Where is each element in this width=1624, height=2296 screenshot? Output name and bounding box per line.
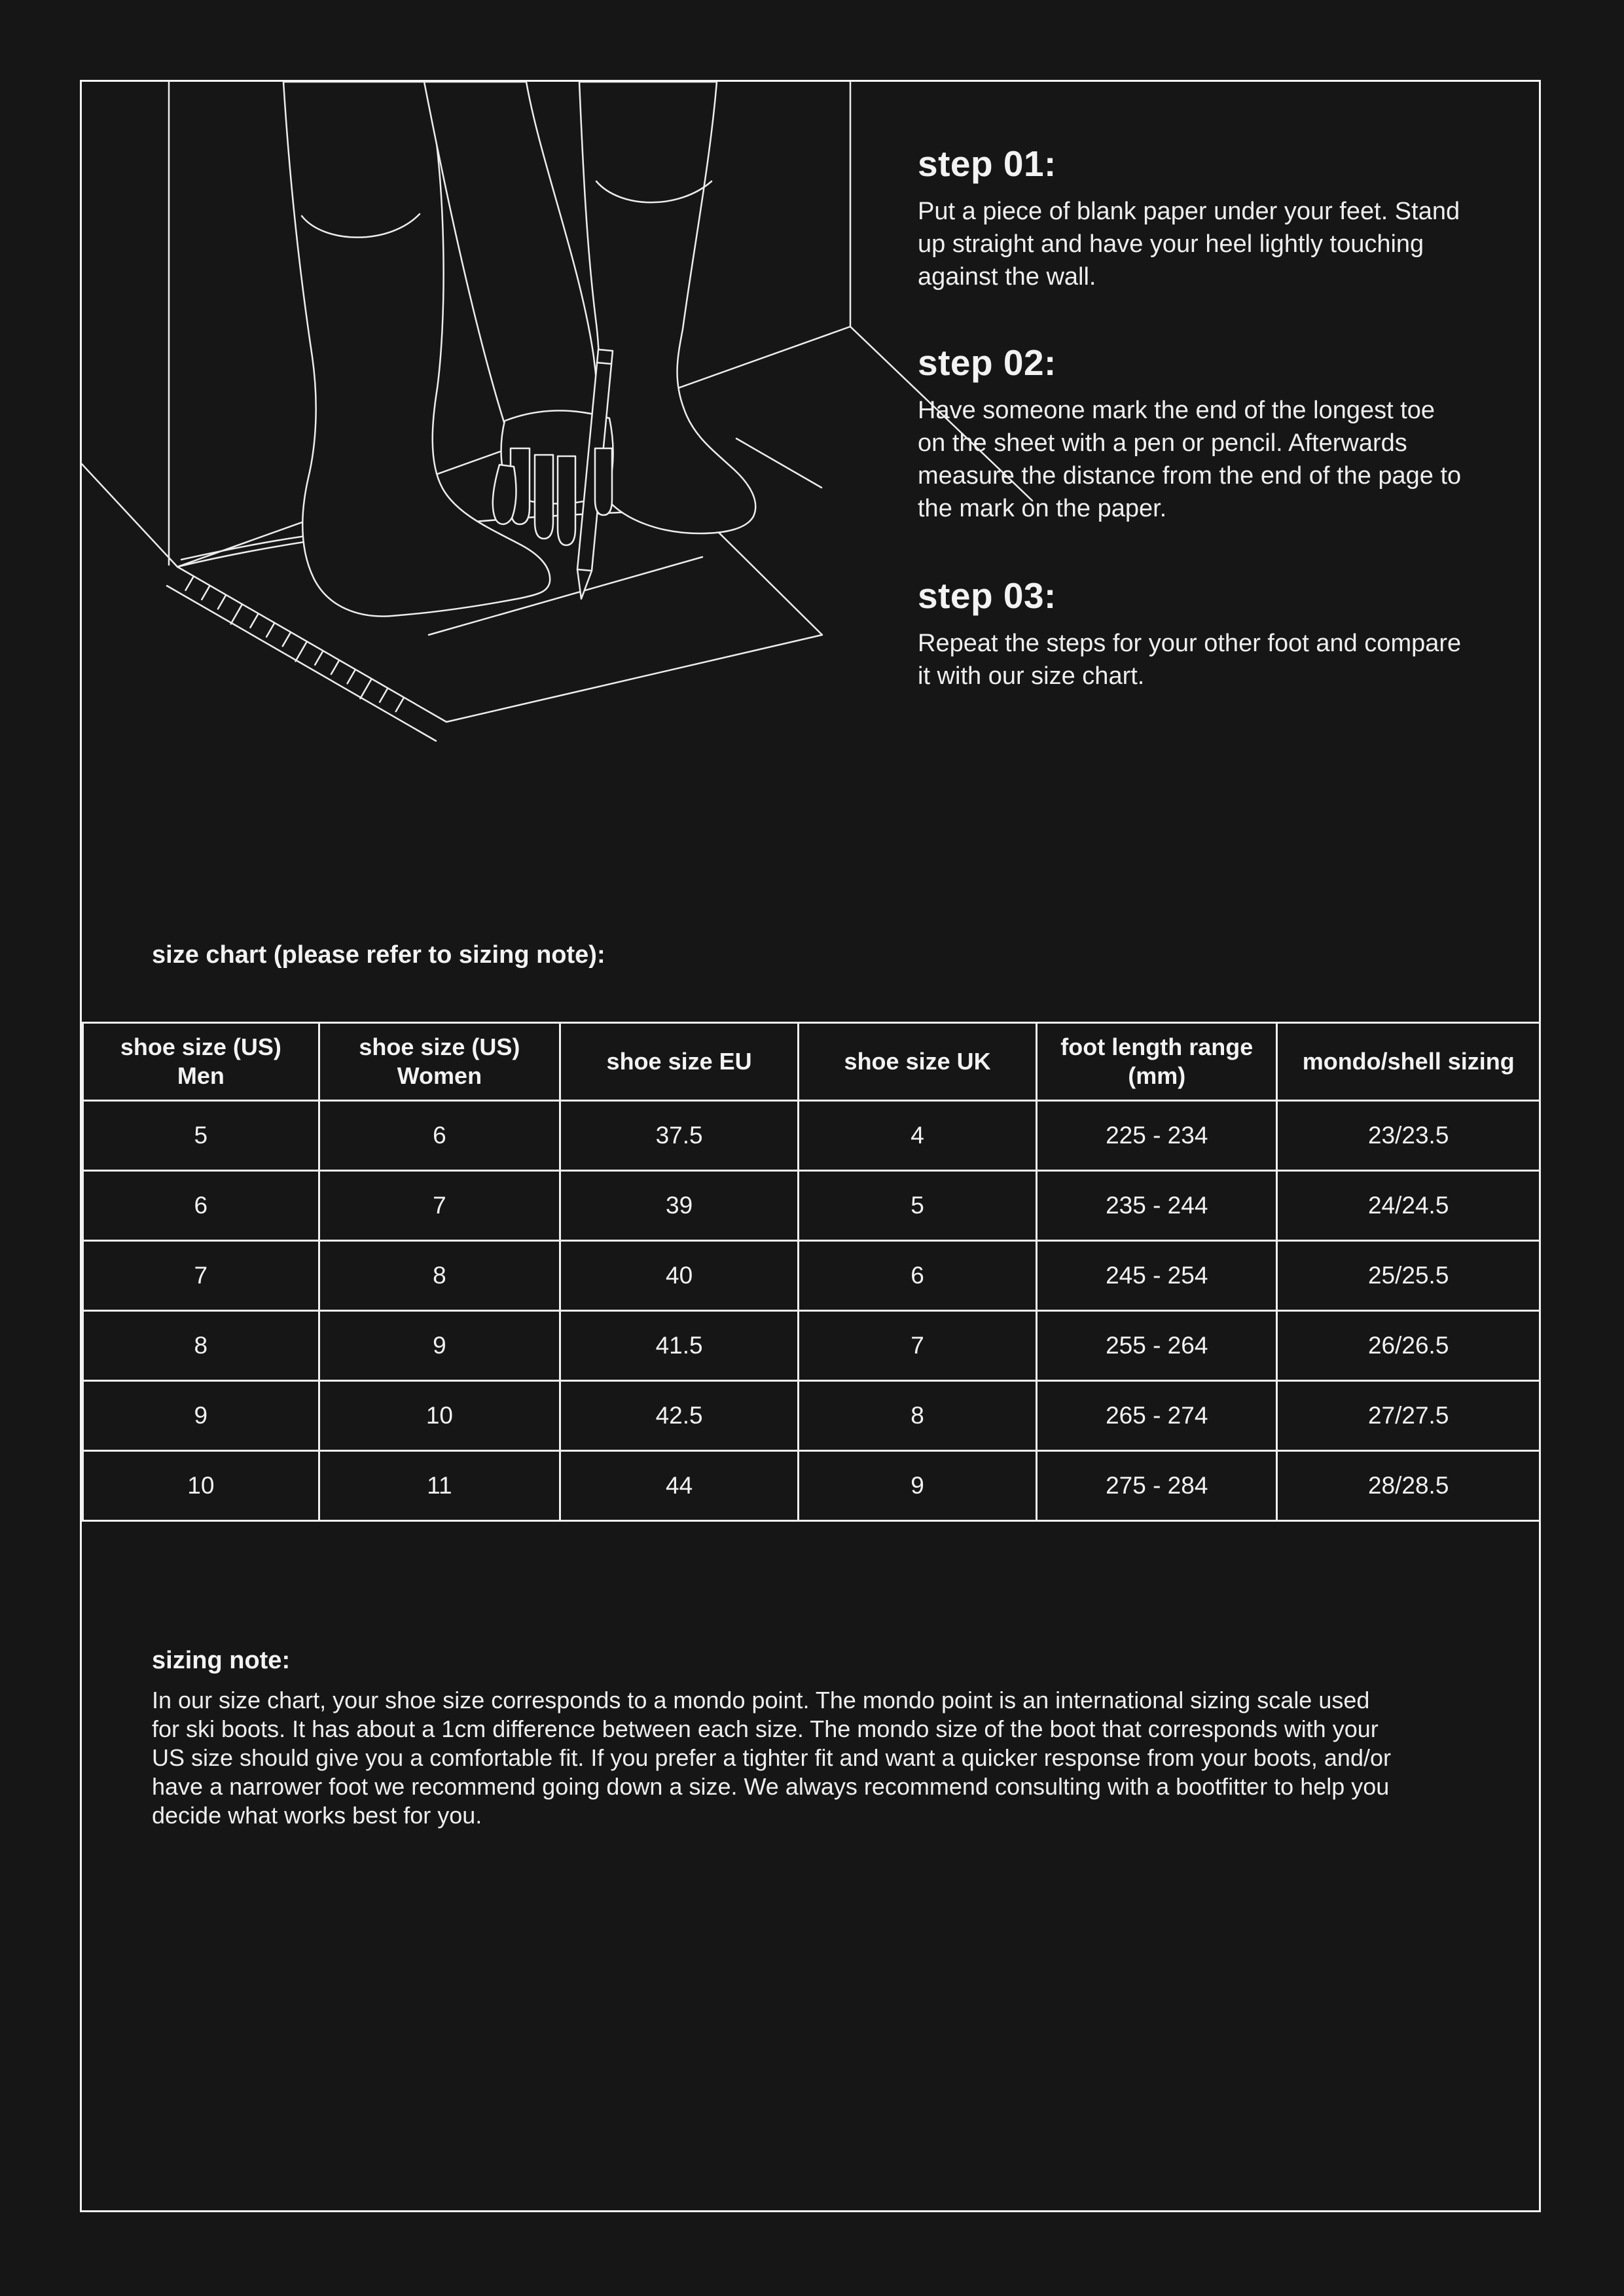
table-cell: 42.5	[560, 1381, 799, 1451]
ruler-tick	[186, 577, 194, 590]
table-cell: 27/27.5	[1277, 1381, 1540, 1451]
column-header-line: mondo/shell sizing	[1302, 1048, 1515, 1075]
finger-middle	[535, 455, 553, 539]
table-cell: 11	[319, 1451, 560, 1521]
table-cell: 26/26.5	[1277, 1311, 1540, 1381]
floor-segment	[736, 439, 821, 488]
table-cell: 8	[319, 1241, 560, 1311]
ruler-tick	[360, 679, 371, 698]
text-line: measure the distance from the end of the page to	[918, 462, 1462, 490]
text-line: US size should give you a comfortable fit. If you prefer a tighter fit and want a quicker response from your boots, and/or	[152, 1744, 1391, 1771]
table-cell: 8	[799, 1381, 1037, 1451]
table-cell: 235 - 244	[1037, 1171, 1277, 1241]
text-line: for ski boots. It has about a 1cm difference between each size. The mondo size of the boot that corresponds with your	[152, 1715, 1379, 1742]
table-cell: 9	[319, 1311, 560, 1381]
text-line: on the sheet with a pen or pencil. Afterwards	[918, 429, 1407, 457]
table-cell: 40	[560, 1241, 799, 1311]
table-cell: 25/25.5	[1277, 1241, 1540, 1311]
table-cell: 23/23.5	[1277, 1101, 1540, 1171]
step-01-heading: step 01:	[918, 143, 1056, 184]
column-header	[83, 1023, 319, 1101]
table-cell: 9	[799, 1451, 1037, 1521]
step-03-text	[918, 627, 1507, 692]
ruler-tick	[283, 633, 291, 647]
ruler-tick	[218, 596, 226, 609]
text-line: have a narrower foot we recommend going down a size. We always recommend consulting with a bootfitter to help you	[152, 1773, 1390, 1800]
table-cell: 10	[83, 1451, 319, 1521]
text-line: Put a piece of blank paper under your feet. Stand	[918, 198, 1460, 225]
step-03-heading: step 03:	[918, 575, 1056, 616]
sizing-note-text	[152, 1686, 1494, 1830]
size-chart-title: size chart (please refer to sizing note):	[152, 941, 605, 969]
size-chart-header	[83, 1023, 1540, 1101]
text-line: In our size chart, your shoe size corresponds to a mondo point. The mondo point is an international sizing scale used	[152, 1687, 1370, 1713]
table-cell: 265 - 274	[1037, 1381, 1277, 1451]
column-header-line: shoe size UK	[844, 1048, 991, 1075]
table-cell: 6	[799, 1241, 1037, 1311]
finger-ring	[558, 456, 575, 545]
column-header-line: shoe size (US)	[120, 1033, 281, 1060]
text-line: Repeat the steps for your other foot and compare	[918, 630, 1462, 657]
size-chart-body	[83, 1101, 1540, 1521]
table-cell: 5	[799, 1171, 1037, 1241]
column-header-line: (mm)	[1128, 1062, 1186, 1089]
table-cell: 8	[83, 1311, 319, 1381]
text-line: up straight and have your heel lightly touching	[918, 230, 1424, 258]
ruler-tick	[380, 689, 388, 702]
floor-left-edge	[82, 464, 177, 567]
table-cell: 4	[799, 1101, 1037, 1171]
ruler-tick	[231, 605, 242, 624]
ruler-tick	[348, 670, 355, 684]
column-header	[319, 1023, 560, 1101]
ruler-tick	[331, 660, 339, 674]
ruler-tick	[296, 642, 307, 661]
table-row	[83, 1171, 1540, 1241]
sizing-note-title: sizing note:	[152, 1647, 291, 1674]
table-row	[83, 1101, 1540, 1171]
table-cell: 24/24.5	[1277, 1171, 1540, 1241]
text-line: it with our size chart.	[918, 662, 1145, 690]
table-row	[83, 1451, 1540, 1521]
table-cell: 44	[560, 1451, 799, 1521]
table-cell: 255 - 264	[1037, 1311, 1277, 1381]
step-01-section	[918, 143, 1507, 293]
size-chart-header-row	[83, 1023, 1540, 1101]
column-header-line: shoe size EU	[606, 1048, 752, 1075]
foot-measurement-illustration	[82, 82, 1064, 802]
ruler-tick	[266, 623, 274, 637]
text-line: the mark on the paper.	[918, 495, 1167, 522]
table-cell: 275 - 284	[1037, 1451, 1277, 1521]
step-03-section	[918, 575, 1507, 692]
step-02-text	[918, 394, 1507, 525]
finger-pinky	[595, 448, 612, 515]
text-line: against the wall.	[918, 263, 1096, 291]
table-cell: 39	[560, 1171, 799, 1241]
thumb	[493, 465, 516, 524]
step-02-section	[918, 342, 1507, 525]
column-header-line: foot length range	[1060, 1033, 1254, 1060]
ruler-tick	[202, 586, 209, 600]
size-chart-table	[82, 1022, 1541, 1522]
step-01-text	[918, 195, 1507, 293]
column-header	[1037, 1023, 1277, 1101]
table-cell: 7	[83, 1241, 319, 1311]
column-header	[1277, 1023, 1540, 1101]
text-line: decide what works best for you.	[152, 1802, 482, 1829]
table-cell: 41.5	[560, 1311, 799, 1381]
table-cell: 225 - 234	[1037, 1101, 1277, 1171]
table-cell: 6	[319, 1101, 560, 1171]
column-header-line: shoe size (US)	[359, 1033, 520, 1060]
step-02-heading: step 02:	[918, 342, 1056, 383]
table-row	[83, 1241, 1540, 1311]
table-cell: 7	[799, 1311, 1037, 1381]
table-cell: 6	[83, 1171, 319, 1241]
column-header	[799, 1023, 1037, 1101]
column-header-line: Women	[397, 1062, 482, 1089]
table-cell: 28/28.5	[1277, 1451, 1540, 1521]
ruler-tick	[250, 614, 258, 628]
column-header	[560, 1023, 799, 1101]
table-cell: 10	[319, 1381, 560, 1451]
table-row	[83, 1381, 1540, 1451]
ruler-tick	[315, 651, 323, 665]
table-cell: 9	[83, 1381, 319, 1451]
table-cell: 7	[319, 1171, 560, 1241]
text-line: Have someone mark the end of the longest toe	[918, 397, 1435, 424]
table-cell: 37.5	[560, 1101, 799, 1171]
table-row	[83, 1311, 1540, 1381]
column-header-line: Men	[177, 1062, 225, 1089]
table-cell: 5	[83, 1101, 319, 1171]
table-cell: 245 - 254	[1037, 1241, 1277, 1311]
ruler-tick	[396, 698, 404, 711]
